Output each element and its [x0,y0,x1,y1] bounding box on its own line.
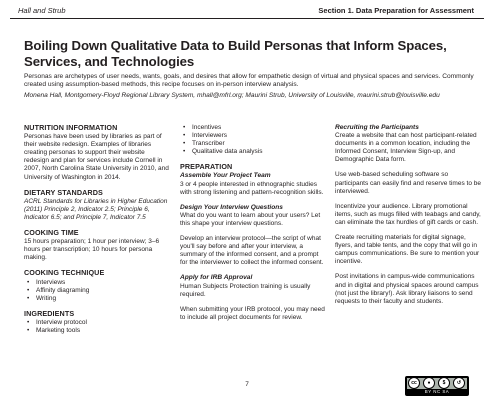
column-middle [180,124,326,329]
list-item: • Writing [24,295,170,303]
dietary-text [24,198,170,222]
marketing-text: Create recruiting materials for digital signage, flyers, and table tents, and the copy that will go in campus communications. Be sure to mention your incentive. [335,234,480,266]
list-item: • Transcriber [180,140,326,148]
scheduling-text: Use web-based scheduling software so participants can easily find and reserve times to be interviewed. [335,171,481,195]
irb-text: Human Subjects Protection training is usually required. [180,282,311,298]
noncommercial-icon: $ [438,377,450,389]
recruiting-subheading: Recruiting the Participants [335,124,419,131]
cooking-time-text: 15 hours preparation; 1 hour per interview; 3–6 hours per transcription; 10 hours for persona making. [24,238,160,262]
nutrition-heading: NUTRITION INFORMATION [24,123,118,132]
irb-subheading: Apply for IRB Approval [180,274,253,282]
protocol-text: Develop an interview protocol—the script of what you'll say before and after your interview, a summary of the informed consent, and a prompt for the interviewer to collect the informed consent. [180,235,324,267]
preparation-heading: PREPARATION [180,162,233,172]
list-item: • Qualitative data analysis [180,148,326,156]
recipe-intro: Personas are archetypes of user needs, wants, goals, and desires that allow for empathetic design of virtual and physical spaces and services. Commonly created using assumption-based methods, this recipe focuses on in-person interview analysis. [24,73,474,89]
technique-list [24,279,170,303]
recipe-title: Boiling Down Qualitative Data to Build Personas that Inform Spaces, Services, and Technologies [24,38,447,69]
dietary-heading: DIETARY STANDARDS [24,187,103,197]
list-item: • Interviews [24,279,170,287]
column-right [335,124,481,313]
invitations-text: Post invitations in campus-wide communications and in digital and physical spaces around campus (not just the library!). Ask library liaisons to send requests to their faculty and students. [335,273,479,305]
cc-license-badge [405,376,469,396]
recruiting-text: Create a website that can host participant-related documents in a common location, including the Informed Consent, Interview Sign-up, and Demographic Data form. [335,132,477,164]
ingredients-list [24,319,170,335]
page-number: 7 [245,381,249,388]
team-text: 3 or 4 people interested in ethnographic studies with strong listening and pattern-recognition skills. [180,180,324,196]
list-item: • Interview protocol [24,319,170,327]
team-subheading: Assemble Your Project Team [180,172,271,180]
running-head [10,5,484,27]
ingredients-list-continued [180,124,326,156]
cc-icon: cc [408,377,420,389]
list-item: • Marketing tools [24,327,170,335]
cooking-time-heading: COOKING TIME [24,228,79,238]
sharealike-icon: ↺ [453,377,465,389]
column-left [24,124,170,342]
list-item: • Interviewers [180,132,326,140]
dietary-text-italic: ACRL Standards for Libraries in Higher Education (2011) Principle 2, Indicator 2.5; Principle 6, Indicator 6.5; and Principle 7, Indicator 7.5 [24,197,168,221]
incentive-text: Incentivize your audience. Library promotional items, such as mugs filled with teabags and candy, can eliminate the tax hurdles of gift cards or cash. [335,202,481,226]
submit-text: When submitting your IRB protocol, you may need to include all project documents for review. [180,305,325,321]
questions-text: What do you want to learn about your users? Let this shape your interview questions. [180,211,321,227]
ingredients-heading: INGREDIENTS [24,308,75,318]
technique-heading: COOKING TECHNIQUE [24,268,105,278]
header-section: Section 1. Data Preparation for Assessment [318,6,474,15]
attribution-icon: ● [423,377,435,389]
cc-license-label: BY NC SA [424,389,450,394]
recipe-authors: Monena Hall, Montgomery-Floyd Regional Library System, mhall@mfrl.org; Maurini Strub, University of Louisville, maurini.strub@louisville.edu [24,92,440,99]
questions-subheading: Design Your Interview Questions [180,203,283,211]
list-item: • Incentives [180,124,326,132]
header-authors: Hall and Strub [18,6,66,15]
nutrition-text: Personas have been used by libraries as part of their website redesign. Examples of libraries creating personas to support their website redesign and plan for services include Cornell in 2007, North Carolina State University in 2010, and University of Washington in 2014. [24,133,169,181]
list-item: • Affinity diagraming [24,287,170,295]
